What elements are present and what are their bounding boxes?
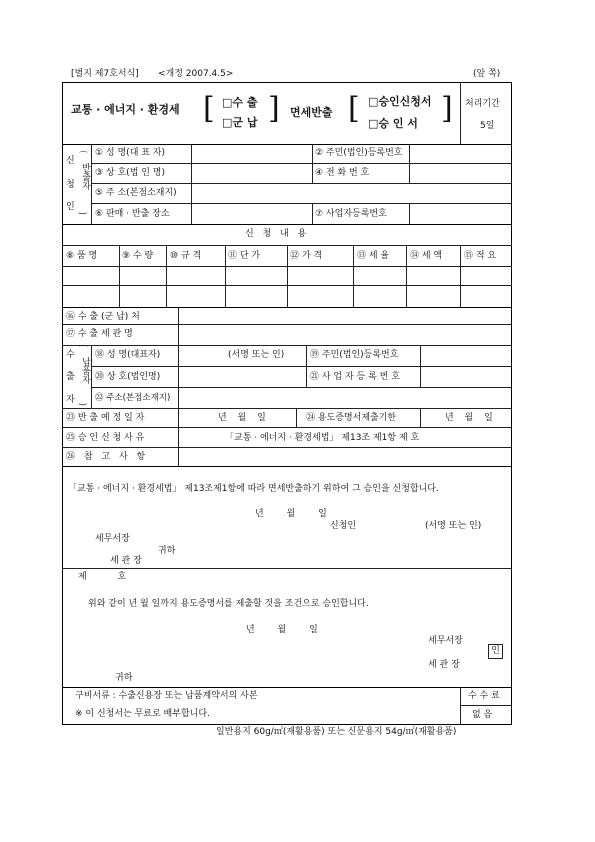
declaration-date: 년 월 일	[255, 509, 337, 519]
supplier-company-label: ⑳ 상 호(법인명)	[95, 372, 161, 382]
reason-label: ㉕ 승 인 신 청 사 유	[66, 433, 145, 443]
export-date-label: ㉓ 반 출 예 정 일 자	[66, 413, 145, 423]
applicant-char-3: 인	[66, 202, 75, 212]
supplier-char-2: 출	[66, 372, 75, 382]
export-destination-label: ⑯ 수 출 (군 납) 처	[66, 312, 140, 322]
fee-value: 없 음	[472, 710, 493, 720]
field-phone-label: ④ 전 화 번 호	[315, 168, 370, 178]
customs-head: 세 관 장	[110, 556, 142, 566]
field-name-label: ① 성 명(대 표 자)	[95, 148, 166, 158]
col-remarks: ⑮ 적 요	[464, 251, 497, 261]
processing-period-value: 5일	[480, 121, 495, 131]
option-approval[interactable]: □승 인 서	[368, 117, 418, 130]
approval-tax-office: 세무서장	[428, 636, 463, 646]
approval-text: 위와 같이 년 월 일까지 용도증명서를 제출할 것을 조건으로 승인합니다.	[88, 599, 369, 609]
supplier-bizno-label: ㉑ 사 업 자 등 록 번 호	[310, 372, 400, 382]
field-company-label: ③ 상 호(법 인 명)	[95, 168, 166, 178]
exemption-title: 면세반출	[290, 106, 333, 119]
exporter-paren-label: 반출자	[80, 163, 90, 190]
col-item: ⑧ 품 명	[66, 251, 98, 261]
reference-label: ㉖ 참 고 사 항	[66, 452, 149, 462]
paper-spec: 일반용지 60g/㎡(재활용품) 또는 신문용지 54g/㎡(재활용품)	[216, 727, 457, 737]
tax-office-head: 세무서장	[95, 534, 130, 544]
export-date-value: 년 월 일	[218, 413, 270, 423]
content-title: 신 청 내 용	[245, 229, 310, 239]
addressee-to: 귀하	[158, 546, 176, 556]
applicant-char-2: 청	[66, 180, 75, 190]
field-address-label: ⑤ 주 소(본점소재지)	[95, 188, 177, 198]
revision-note: <개정 2007.4.5>	[158, 69, 234, 79]
option-export[interactable]: □수 출	[222, 96, 258, 109]
page-side: (앞 쪽)	[473, 69, 501, 79]
processing-period-label: 처리기간	[465, 99, 500, 109]
applicant-label: 신청인	[330, 521, 357, 531]
cert-deadline-value: 년 월 일	[445, 413, 497, 423]
supplier-sign: (서명 또는 인)	[228, 350, 285, 360]
supplier-name-label: ⑱ 성 명(대표자)	[95, 350, 161, 360]
option-military-supply[interactable]: □군 납	[222, 116, 258, 129]
col-spec: ⑩ 규 격	[170, 251, 202, 261]
export-customs-label: ⑰ 수 출 세 관 명	[66, 329, 133, 339]
field-bizno-label: ⑦ 사업자등록번호	[315, 209, 387, 219]
approval-to: 귀하	[115, 673, 133, 683]
col-price: ⑫ 가 격	[290, 251, 323, 261]
supplier-id-label: ⑲ 주민(법인)등록번호	[310, 350, 399, 360]
col-tax-amount: ⑭ 세 액	[410, 251, 443, 261]
approval-number: 제 호	[78, 572, 141, 582]
supplier-char-1: 수	[66, 350, 75, 360]
fee-label: 수 수 료	[468, 691, 500, 701]
seal-mark: 인	[488, 644, 503, 659]
applicant-sign: (서명 또는 인)	[425, 521, 482, 531]
col-quantity: ⑨ 수 량	[122, 251, 154, 261]
applicant-char-1: 신	[66, 156, 75, 166]
form-number: [별지 제7호서식]	[71, 69, 139, 79]
approval-date: 년 월 일	[246, 625, 328, 635]
tax-name: 교통 · 에너지 · 환경세	[71, 103, 180, 116]
field-place-label: ⑥ 판매 · 반출 장소	[95, 209, 170, 219]
approval-customs: 세 관 장	[428, 660, 460, 670]
supplier-char-3: 자	[66, 395, 75, 405]
field-id-label: ② 주민(법인)등록번호	[315, 148, 403, 158]
supplier-paren-label: 납품자	[80, 357, 90, 384]
cert-deadline-label: ㉔ 용도증명서제출기한	[306, 413, 397, 423]
col-tax-rate: ⑬ 세 율	[357, 251, 390, 261]
supplier-address-label: ㉒ 주소(본점소재지)	[95, 393, 171, 403]
reason-value: 「교통 · 에너지 · 환경세법」 제13조 제1항 제 호	[225, 433, 420, 443]
option-approval-request[interactable]: □승인신청서	[368, 95, 432, 108]
required-documents: 구비서류 : 수출신용장 또는 납품계약서의 사본	[75, 691, 258, 701]
declaration-text: 「교통 · 에너지 · 환경세법」 제13조제1항에 따라 면세반출하기 위하여 그 승인을 신청합니다.	[68, 484, 439, 494]
free-distribution-note: ※ 이 신청서는 무료로 배부합니다.	[75, 709, 210, 719]
col-unit-price: ⑪ 단 가	[228, 251, 261, 261]
